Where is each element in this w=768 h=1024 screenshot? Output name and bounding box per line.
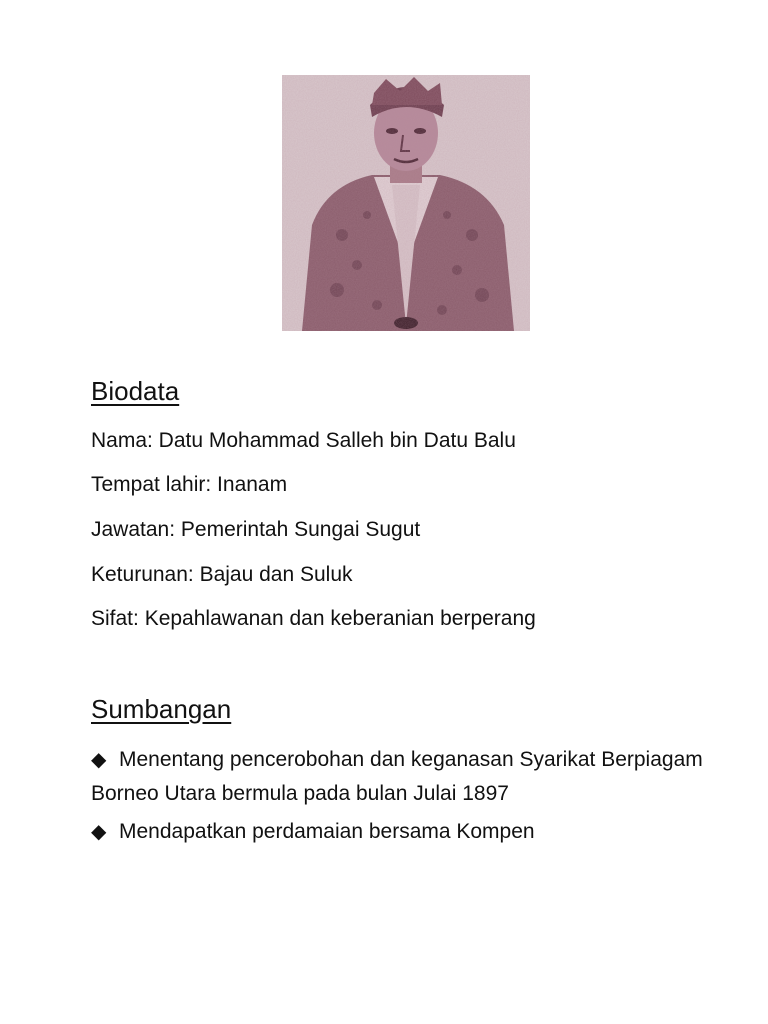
biodata-field-keturunan: Keturunan: Bajau dan Suluk <box>91 563 353 586</box>
sumbangan-item-text: Menentang pencerobohan dan keganasan Syarikat Berpiagam Borneo Utara bermula pada bulan Julai 1897 <box>91 748 703 805</box>
biodata-field-jawatan: Jawatan: Pemerintah Sungai Sugut <box>91 518 421 541</box>
biodata-heading: Biodata <box>91 376 180 406</box>
sumbangan-item-text: Mendapatkan perdamaian bersama Kompen <box>119 820 535 843</box>
biodata-field-tempat-lahir: Tempat lahir: Inanam <box>91 473 288 496</box>
diamond-bullet-icon: ◆ <box>91 749 107 771</box>
sumbangan-heading: Sumbangan <box>91 694 232 724</box>
sumbangan-item <box>91 815 711 849</box>
diamond-bullet-icon: ◆ <box>91 821 107 843</box>
biodata-field-sifat: Sifat: Kepahlawanan dan keberanian berperang <box>91 607 536 630</box>
portrait-image <box>282 75 530 331</box>
biodata-field-nama: Nama: Datu Mohammad Salleh bin Datu Balu <box>91 429 516 452</box>
sumbangan-item <box>91 743 711 811</box>
